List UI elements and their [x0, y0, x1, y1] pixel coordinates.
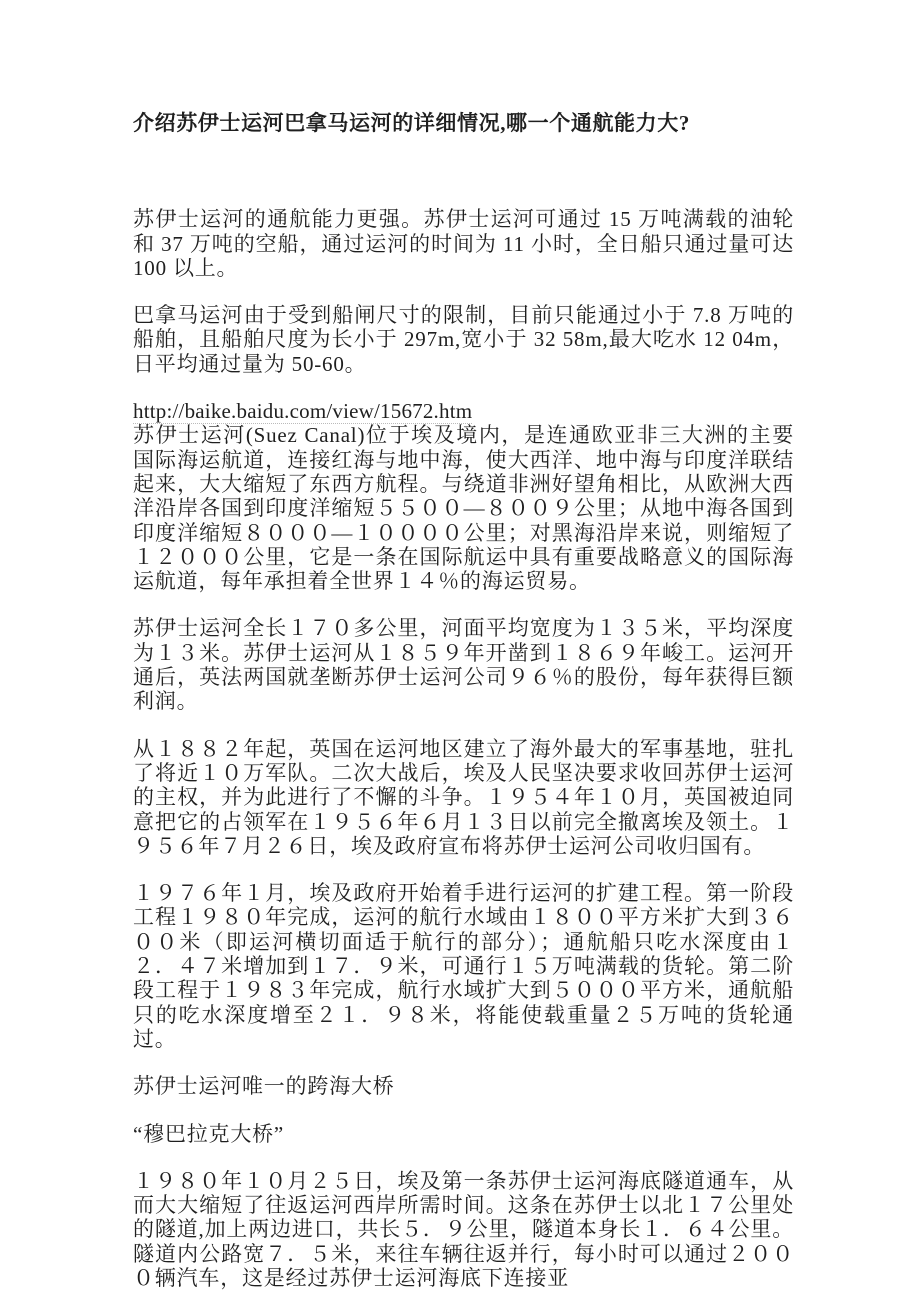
paragraph-tunnel: １９８０年１０月２５日，埃及第一条苏伊士运河海底隧道通车，从而大大缩短了往返运河西岸所需时间。这条在苏伊士以北１７公里处的隧道,加上两边进口，共长５．９公里，隧道本身长１．６４公里。隧道内公路宽７．５米，来往车辆往返并行，每小时可以通过２０００辆汽车，这是经过苏伊士运河海底下连接亚 [133, 1168, 794, 1290]
paragraph-answer-summary: 苏伊士运河的通航能力更强。苏伊士运河可通过 15 万吨满载的油轮和 37 万吨的空船，通过运河的时间为 11 小时，全日船只通过量可达 100 以上。 [133, 207, 794, 280]
page-title: 介绍苏伊士运河巴拿马运河的详细情况,哪一个通航能力大? [133, 111, 690, 135]
reference-link[interactable]: http://baike.baidu.com/view/15672.htm [133, 399, 473, 424]
paragraph-suez-overview: 苏伊士运河(Suez Canal)位于埃及境内，是连通欧亚非三大洲的主要国际海运航道，连接红海与地中海，使大西洋、地中海与印度洋联结起来，大大缩短了东西方航程。与绕道非洲好望角相比，从欧洲大西洋沿岸各国到印度洋缩短５５００—８００９公里；从地中海各国到印度洋缩短８０００—１００００公里；对黑海沿岸来说，则缩短了１２０００公里，它是一条在国际航运中具有重要战略意义的国际海运航道，每年承担着全世界１４％的海运贸易。 [133, 423, 794, 594]
paragraph-suez-dimensions: 苏伊士运河全长１７０多公里，河面平均宽度为１３５米，平均深度为１３米。苏伊士运河从１８５９年开凿到１８６９年峻工。运河开通后，英法两国就垄断苏伊士运河公司９６％的股份，每年获得巨额利润。 [133, 616, 794, 714]
paragraph-suez-overview-block [133, 399, 794, 593]
paragraph-suez-expansion: １９７６年１月，埃及政府开始着手进行运河的扩建工程。第一阶段工程１９８０年完成，运河的航行水域由１８００平方米扩大到３６００米（即运河横切面适于航行的部分）；通航船只吃水深度由１２．４７米增加到１７．９米，可通行１５万吨满载的货轮。第二阶段工程于１９８３年完成，航行水域扩大到５０００平方米，通航船只的吃水深度增至２１．９８米，将能使载重量２５万吨的货轮通过。 [133, 881, 794, 1051]
bridge-name-quote: “穆巴拉克大桥” [133, 1121, 285, 1146]
paragraph-panama-limits: 巴拿马运河由于受到船闸尺寸的限制，目前只能通过小于 7.8 万吨的船舶，且船舶尺度为长小于 297m,宽小于 32 58m,最大吃水 12 04m，日平均通过量为 50-60。 [133, 303, 794, 376]
bridge-heading: 苏伊士运河唯一的跨海大桥 [133, 1074, 395, 1099]
paragraph-suez-history: 从１８８２年起，英国在运河地区建立了海外最大的军事基地，驻扎了将近１０万军队。二次大战后，埃及人民坚决要求收回苏伊士运河的主权，并为此进行了不懈的斗争。１９５４年１０月，英国被迫同意把它的占领军在１９５６年６月１３日以前完全撤离埃及领土。１９５６年７月２６日，埃及政府宣布将苏伊士运河公司收归国有。 [133, 736, 794, 858]
